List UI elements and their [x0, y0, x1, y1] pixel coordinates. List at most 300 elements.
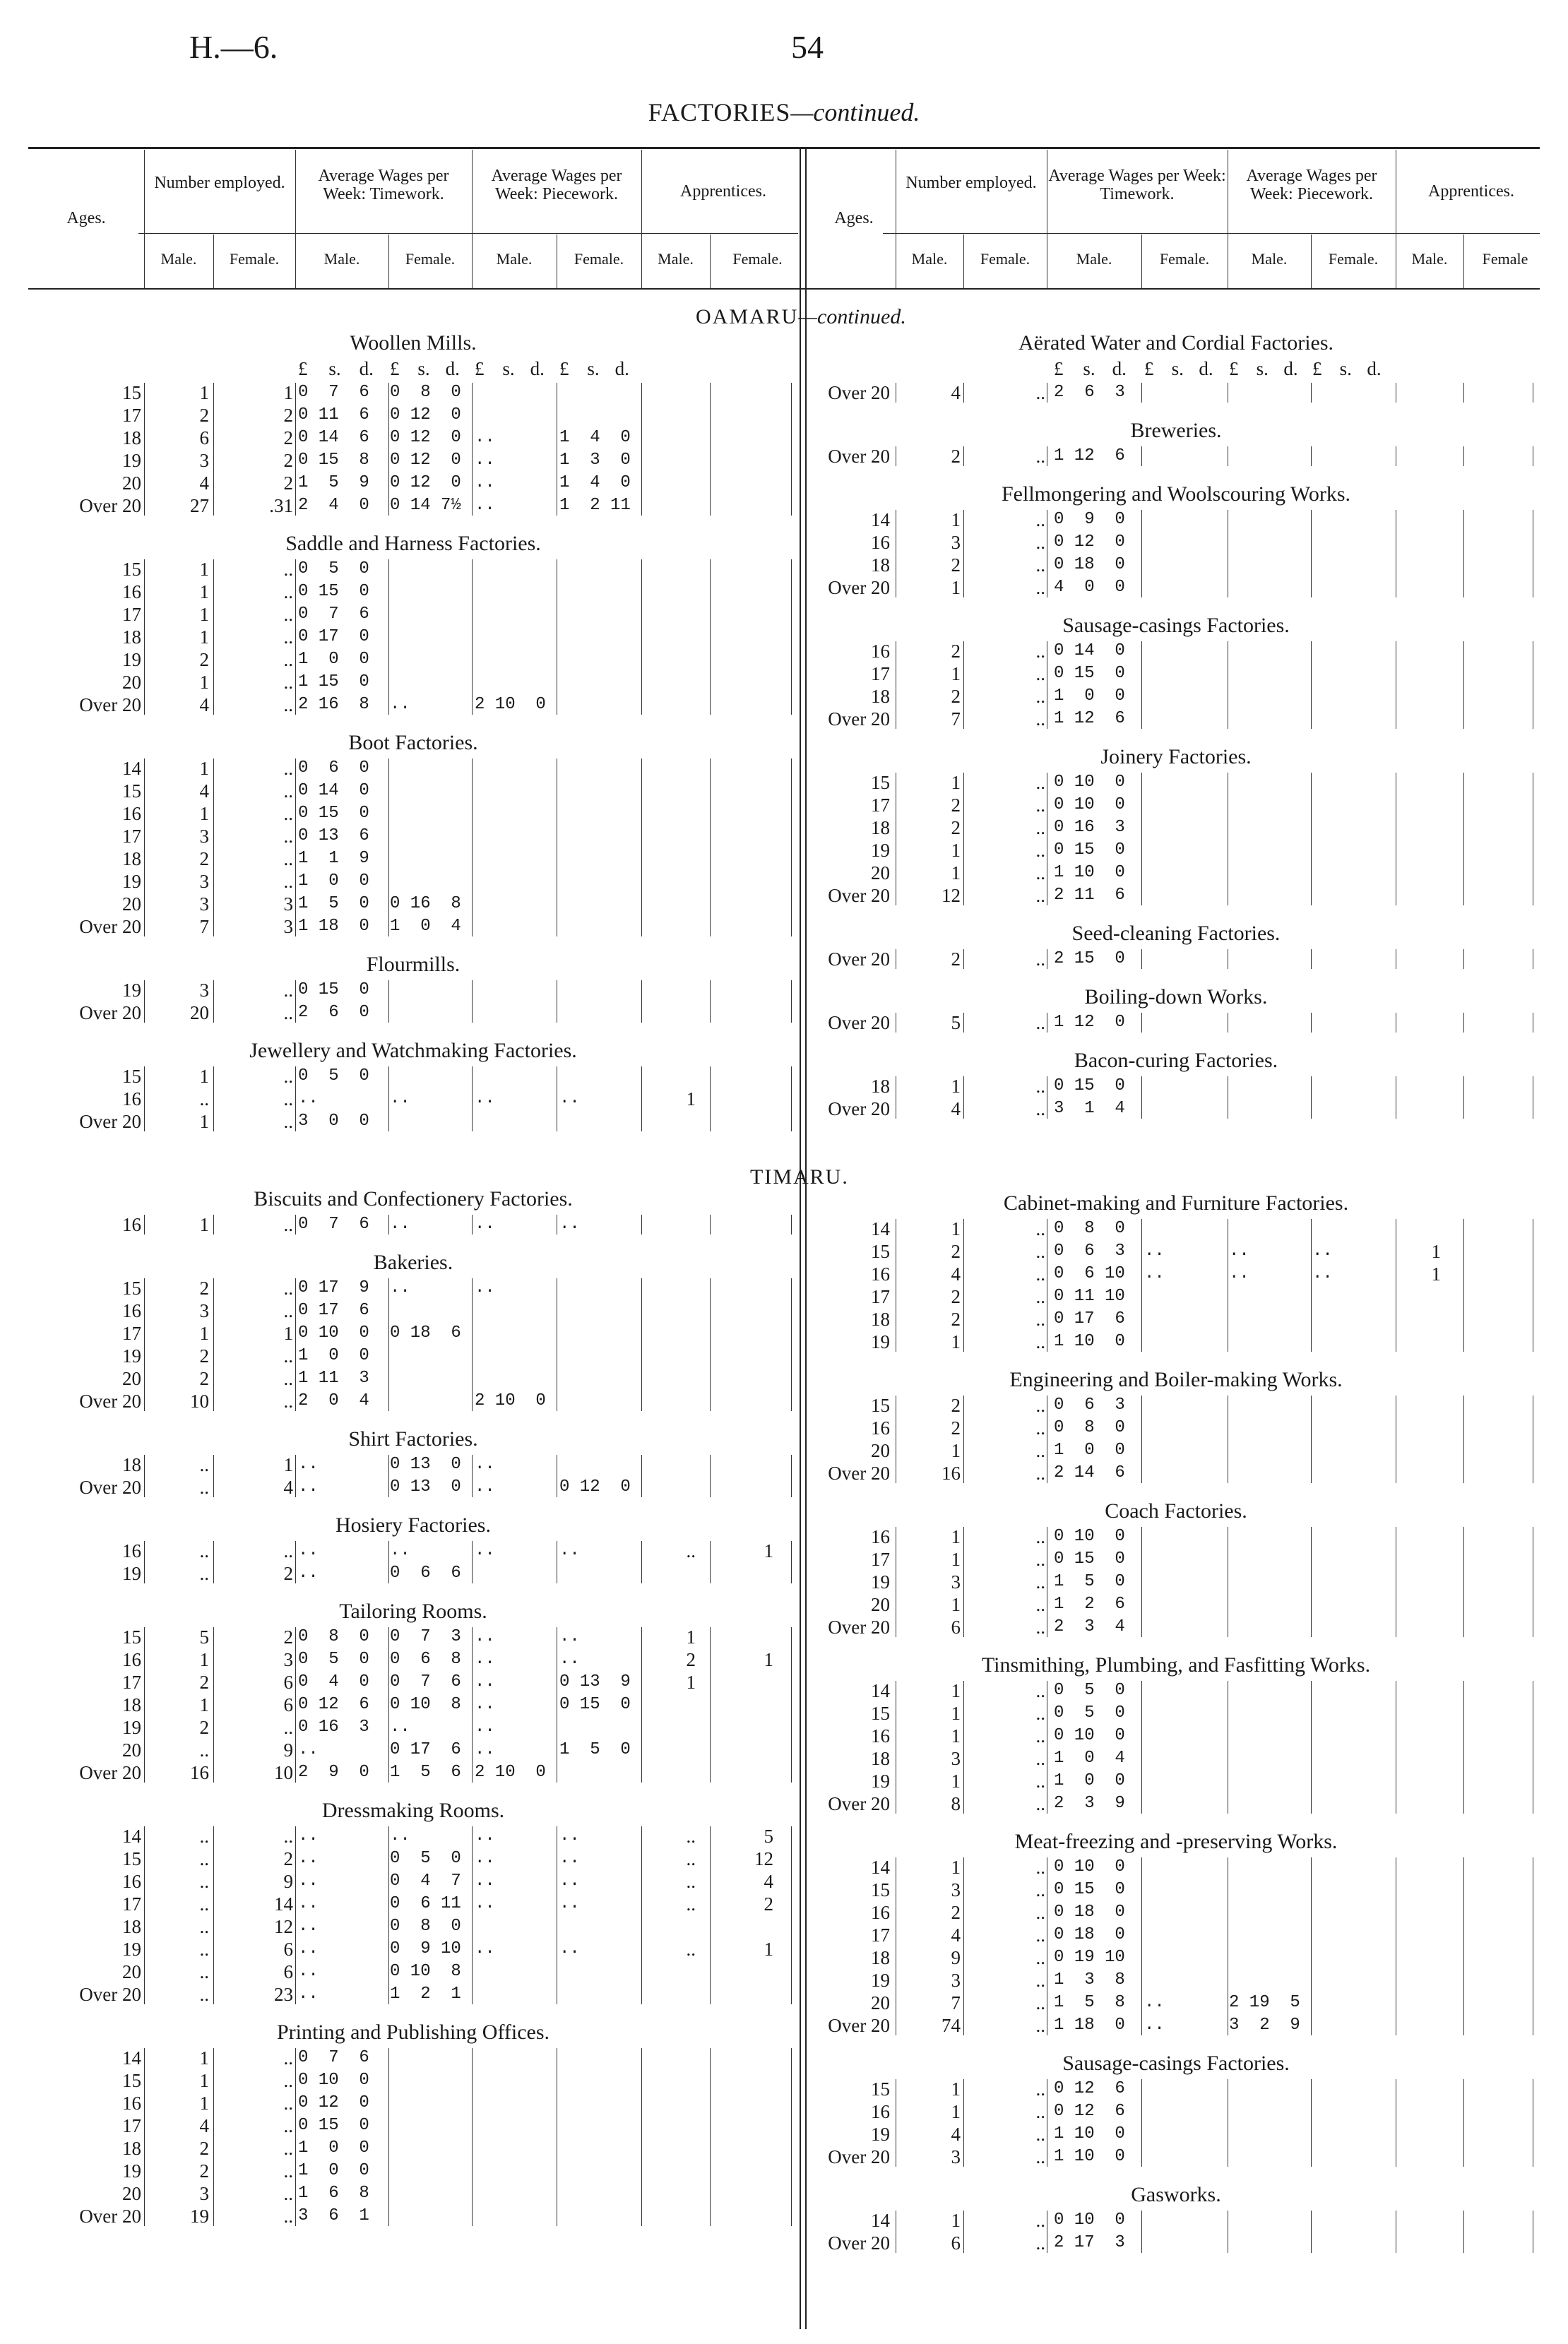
cell-number-female: .. — [1035, 1549, 1045, 1570]
cell-timework-female: .. — [390, 1278, 410, 1297]
cell-piecework-male: .. — [475, 1695, 495, 1714]
cell-age: 18 — [871, 817, 890, 838]
column-rule — [1311, 773, 1312, 905]
section-gap — [812, 1034, 1540, 1047]
cell-number-female: .. — [1035, 1924, 1045, 1946]
cell-number-male: .. — [199, 1916, 209, 1937]
column-rule — [213, 2048, 214, 2226]
cell-piecework-male: .. — [475, 1718, 495, 1737]
cell-apprentices-male: .. — [686, 1871, 696, 1892]
column-rule — [963, 773, 964, 905]
cell-timework-male: 0 15 8 — [298, 451, 369, 470]
cell-timework-female: 0 8 0 — [390, 383, 461, 402]
cell-number-female: 6 — [283, 1961, 293, 1982]
cell-timework-male: 0 17 6 — [1054, 1309, 1125, 1328]
cell-number-male: 3 — [951, 1748, 961, 1769]
cell-number-male: 12 — [942, 885, 961, 906]
cell-timework-female: .. — [1144, 1264, 1165, 1283]
column-rule — [710, 980, 711, 1023]
column-rule — [213, 383, 214, 516]
table-row — [812, 1548, 1540, 1571]
cell-timework-male: 1 0 0 — [298, 1346, 369, 1365]
table-section — [812, 983, 1540, 1047]
cell-timework-male: .. — [298, 1541, 319, 1560]
cell-number-male: 74 — [942, 2015, 961, 2036]
cell-apprentices-male: 1 — [686, 1088, 696, 1109]
cell-number-female: .. — [1035, 1218, 1045, 1239]
cell-apprentices-male: 1 — [1431, 1241, 1441, 1262]
cell-timework-male: 1 0 0 — [1054, 686, 1125, 706]
cell-number-female: 23 — [274, 1984, 293, 2005]
cell-number-male: 3 — [199, 871, 209, 892]
table-row — [812, 1011, 1540, 1034]
header-sub-female: Female. — [1328, 250, 1379, 268]
section-gap — [812, 1120, 1540, 1133]
header-column-rule — [710, 234, 711, 288]
column-rule — [1141, 446, 1142, 466]
cell-timework-male: 0 7 6 — [298, 1215, 369, 1234]
cell-age: Over 20 — [79, 1477, 141, 1498]
cell-number-male: 2 — [951, 554, 961, 576]
cell-number-female: 3 — [283, 916, 293, 937]
section-gap — [28, 1024, 798, 1037]
column-rule — [388, 383, 389, 516]
header-sub-male: Male. — [496, 250, 533, 268]
column-rule — [472, 1541, 473, 1583]
cell-timework-male: 1 5 0 — [298, 894, 369, 913]
cell-age: 20 — [871, 1440, 890, 1461]
cell-piecework-female: .. — [559, 1939, 580, 1958]
cell-number-female: .. — [283, 1826, 293, 1847]
cell-age: 19 — [122, 1717, 141, 1738]
cell-piecework-female: .. — [559, 1541, 580, 1560]
column-rule — [1311, 2079, 1312, 2167]
cell-piecework-male: 2 10 0 — [475, 1391, 546, 1410]
column-rule — [963, 1857, 964, 2035]
cell-age: 19 — [871, 1970, 890, 1991]
section-title: Meat-freezing and -preserving Works. — [1014, 1830, 1338, 1853]
cell-piecework-female: .. — [559, 1215, 580, 1234]
section-title: Dressmaking Rooms. — [321, 1799, 505, 1822]
cell-timework-female: 0 6 8 — [390, 1650, 461, 1669]
cell-age: Over 20 — [828, 1012, 890, 1033]
table-row — [812, 1218, 1540, 1240]
cell-number-male: 2 — [199, 2138, 209, 2159]
cell-timework-male: 0 8 0 — [1054, 1219, 1125, 1238]
cell-age: 16 — [122, 1649, 141, 1670]
cell-number-male: 5 — [199, 1626, 209, 1648]
cell-number-male: .. — [199, 1088, 209, 1109]
cell-timework-male: 1 15 0 — [298, 672, 369, 691]
cell-number-female: .. — [1035, 1617, 1045, 1638]
cell-number-male: 4 — [199, 694, 209, 715]
cell-age: Over 20 — [79, 694, 141, 715]
section-rows — [28, 1453, 798, 1499]
column-rule — [641, 1278, 642, 1411]
cell-number-male: .. — [199, 1540, 209, 1561]
cell-piecework-female: .. — [559, 1872, 580, 1891]
cell-age: 15 — [871, 1395, 890, 1416]
header-column-rule — [213, 234, 214, 288]
table-row — [812, 1285, 1540, 1308]
cell-number-male: 3 — [951, 1571, 961, 1593]
table-section — [812, 920, 1540, 983]
table-row — [812, 1593, 1540, 1616]
cell-number-male: 2 — [951, 1417, 961, 1439]
page-reference: H.—6. — [189, 29, 278, 65]
cell-age: Over 20 — [79, 1111, 141, 1132]
cell-number-female: .. — [1035, 663, 1045, 684]
cell-number-female: .. — [283, 1111, 293, 1132]
cell-piecework-female: 0 12 0 — [559, 1477, 631, 1497]
cell-piecework-female: 0 15 0 — [559, 1695, 631, 1714]
cell-number-female: .. — [283, 803, 293, 824]
table-section — [28, 729, 798, 951]
cell-age: 17 — [871, 1924, 890, 1946]
column-rule — [295, 1627, 296, 1783]
column-rule — [963, 1527, 964, 1637]
section-rows — [812, 1679, 1540, 1815]
cell-number-male: 3 — [951, 1970, 961, 1991]
cell-timework-male: 0 15 0 — [298, 980, 369, 999]
cell-apprentices-male: .. — [686, 1893, 696, 1915]
column-rule — [1463, 773, 1464, 905]
cell-number-male: 1 — [951, 1218, 961, 1239]
cell-number-female: .. — [1035, 1526, 1045, 1547]
cell-timework-male: 0 12 6 — [1054, 2079, 1125, 2098]
cell-number-female: .. — [283, 581, 293, 602]
column-rule — [1463, 1076, 1464, 1119]
column-rule — [641, 1541, 642, 1583]
cell-timework-male: 1 0 0 — [1054, 1771, 1125, 1790]
cell-number-female: .. — [283, 980, 293, 1001]
currency-units-row — [812, 357, 1540, 381]
header-column-rule — [1141, 234, 1142, 288]
column-rule — [388, 1826, 389, 2004]
table-row — [812, 1747, 1540, 1770]
cell-timework-male: 0 15 0 — [1054, 664, 1125, 683]
header-sub-male: Male. — [1076, 250, 1112, 268]
cell-timework-male: 1 5 9 — [298, 473, 369, 492]
column-rule — [641, 980, 642, 1023]
table-section — [812, 1828, 1540, 2049]
section-title: Jewellery and Watchmaking Factories. — [249, 1039, 577, 1062]
cell-timework-male: 0 13 6 — [298, 826, 369, 845]
cell-timework-male: 3 1 4 — [1054, 1099, 1125, 1118]
cell-number-male: 4 — [199, 2115, 209, 2136]
column-rule — [144, 1826, 145, 2004]
cell-timework-female: 0 6 11 — [390, 1894, 461, 1913]
cell-number-male: 7 — [199, 916, 209, 937]
cell-number-female: .. — [1035, 1793, 1045, 1814]
cell-timework-female: .. — [1144, 2016, 1165, 2035]
column-rule — [641, 559, 642, 715]
column-rule — [1141, 1219, 1142, 1352]
cell-timework-male: 0 15 0 — [1054, 840, 1125, 859]
header-column-rule — [641, 150, 642, 288]
table-row — [812, 1856, 1540, 1879]
column-rule — [388, 1455, 389, 1497]
cell-number-male: 2 — [199, 848, 209, 869]
column-rule — [710, 758, 711, 936]
section-title: Boot Factories. — [348, 731, 478, 754]
cell-number-male: 2 — [951, 1395, 961, 1416]
cell-number-female: .. — [283, 649, 293, 670]
table-row — [812, 1946, 1540, 1969]
table-section — [28, 1249, 798, 1425]
cell-age: 20 — [122, 893, 141, 915]
cell-number-male: .. — [199, 1984, 209, 2005]
cell-number-male: 2 — [199, 649, 209, 670]
cell-number-female: .. — [1035, 708, 1045, 730]
cell-number-female: .. — [283, 2138, 293, 2159]
table-section — [28, 951, 798, 1037]
column-rule — [472, 758, 473, 936]
cell-timework-female: 0 10 8 — [390, 1695, 461, 1714]
cell-age: 14 — [871, 1857, 890, 1878]
column-rule — [388, 980, 389, 1023]
table-section — [812, 1189, 1540, 1366]
cell-timework-male: 2 9 0 — [298, 1763, 369, 1782]
cell-timework-male: 0 10 0 — [1054, 2211, 1125, 2230]
cell-age: 16 — [871, 1263, 890, 1285]
cell-timework-male: 0 12 6 — [1054, 2102, 1125, 2121]
unit-pound: £ — [1312, 358, 1322, 379]
section-rows — [812, 640, 1540, 730]
column-rule — [1311, 383, 1312, 403]
cell-timework-female: 0 4 7 — [390, 1872, 461, 1891]
cell-number-female: .. — [283, 1345, 293, 1367]
cell-age: Over 20 — [828, 2015, 890, 2036]
cell-number-female: 2 — [283, 1626, 293, 1648]
section-title: Sausage-casings Factories. — [1062, 614, 1290, 637]
cell-timework-female: 0 12 0 — [390, 473, 461, 492]
cell-timework-male: 3 0 0 — [298, 1112, 369, 1131]
cell-piecework-male: .. — [475, 1939, 495, 1958]
section-rows — [812, 1011, 1540, 1034]
cell-number-female: .. — [1035, 2232, 1045, 2254]
section-rows — [812, 445, 1540, 468]
cell-number-male: 1 — [951, 2078, 961, 2100]
cell-piecework-male: .. — [1229, 1242, 1249, 1261]
cell-timework-male: 0 17 6 — [298, 1301, 369, 1320]
section-title: Sausage-casings Factories. — [1062, 2052, 1290, 2075]
section-rows — [812, 2078, 1540, 2168]
cell-apprentices-female: 1 — [764, 1939, 773, 1960]
right-table-panel-oamaru — [812, 329, 1540, 1133]
cell-age: 17 — [871, 663, 890, 684]
cell-age: 18 — [871, 554, 890, 576]
cell-timework-male: 3 6 1 — [298, 2206, 369, 2225]
cell-number-female: .. — [1035, 885, 1045, 906]
column-rule — [963, 1681, 964, 1814]
cell-age: 16 — [122, 2093, 141, 2114]
column-rule — [1463, 2079, 1464, 2167]
cell-timework-male: 2 17 3 — [1054, 2233, 1125, 2252]
section-gap — [812, 907, 1540, 920]
cell-number-female: .. — [1035, 2210, 1045, 2231]
cell-age: 19 — [122, 1563, 141, 1584]
cell-piecework-male: .. — [475, 1849, 495, 1868]
table-row — [812, 1969, 1540, 1992]
cell-number-male: 1 — [951, 2101, 961, 2122]
unit-pound: £ — [298, 358, 308, 379]
cell-number-male: 2 — [199, 1717, 209, 1738]
cell-number-male: 1 — [951, 1549, 961, 1570]
section-gap — [812, 970, 1540, 983]
cell-number-female: .. — [283, 1278, 293, 1299]
cell-age: 18 — [871, 1748, 890, 1769]
section-title: Seed-cleaning Factories. — [1071, 922, 1281, 945]
column-rule — [472, 1627, 473, 1783]
section-gap — [812, 1815, 1540, 1828]
header-column-rule — [388, 234, 389, 288]
cell-number-female: .. — [283, 848, 293, 869]
column-rule — [963, 446, 964, 466]
cell-age: 17 — [871, 1286, 890, 1307]
cell-number-male: 5 — [951, 1012, 961, 1033]
table-row — [812, 1725, 1540, 1747]
table-section — [28, 1037, 798, 1146]
cell-timework-male: 2 4 0 — [298, 496, 369, 515]
column-rule — [1311, 1013, 1312, 1033]
cell-number-female: .. — [283, 1717, 293, 1738]
cell-piecework-male: .. — [475, 1278, 495, 1297]
table-section — [812, 329, 1540, 417]
cell-number-male: 1 — [199, 626, 209, 648]
cell-piecework-male: .. — [475, 1740, 495, 1759]
cell-timework-male: 0 15 0 — [298, 804, 369, 823]
cell-age: 14 — [871, 1680, 890, 1701]
cell-number-female: .. — [1035, 1725, 1045, 1747]
cell-number-male: 1 — [951, 1526, 961, 1547]
cell-age: 16 — [871, 532, 890, 553]
cell-piecework-female: .. — [559, 1849, 580, 1868]
cell-piecework-male: .. — [475, 428, 495, 447]
column-rule — [472, 980, 473, 1023]
table-row — [812, 2123, 1540, 2146]
cell-timework-male: 0 6 10 — [1054, 1264, 1125, 1283]
header-column-rule — [295, 150, 296, 288]
section-rows — [812, 1075, 1540, 1120]
cell-timework-female: 0 12 0 — [390, 428, 461, 447]
cell-age: Over 20 — [828, 382, 890, 403]
column-rule — [472, 1278, 473, 1411]
cell-number-male: 1 — [951, 1331, 961, 1352]
table-row — [812, 531, 1540, 554]
section-gap — [28, 1585, 798, 1598]
cell-timework-female: 0 6 6 — [390, 1564, 461, 1583]
column-rule — [710, 1215, 711, 1235]
cell-piecework-male: .. — [475, 1541, 495, 1560]
cell-timework-male: .. — [298, 1939, 319, 1958]
cell-timework-male: .. — [298, 1455, 319, 1474]
cell-number-male: 1 — [199, 1066, 209, 1087]
column-rule — [1463, 1681, 1464, 1814]
column-rule — [1463, 1013, 1464, 1033]
cell-number-male: 1 — [951, 862, 961, 884]
column-rule — [641, 1455, 642, 1497]
section-rows — [28, 979, 798, 1024]
cell-age: 18 — [122, 1454, 141, 1475]
cell-age: 16 — [122, 1088, 141, 1109]
column-rule — [144, 383, 145, 516]
cell-apprentices-female: 12 — [754, 1848, 773, 1869]
section-gap — [28, 1133, 798, 1146]
cell-number-male: 2 — [951, 817, 961, 838]
cell-number-female: .. — [1035, 862, 1045, 884]
cell-age: 16 — [122, 803, 141, 824]
cell-piecework-female: .. — [1312, 1242, 1333, 1261]
cell-number-male: 3 — [951, 1879, 961, 1900]
table-row — [812, 2209, 1540, 2232]
town-oamaru-label — [696, 305, 906, 329]
section-rows — [28, 1277, 798, 1412]
table-row — [812, 1240, 1540, 1263]
cell-timework-male: .. — [298, 1962, 319, 1981]
cell-piecework-female: 1 4 0 — [559, 473, 631, 492]
cell-timework-male: 1 0 0 — [1054, 1441, 1125, 1460]
cell-age: 19 — [871, 1571, 890, 1593]
section-gap — [28, 1412, 798, 1425]
cell-number-female: .. — [1035, 1571, 1045, 1593]
column-rule — [710, 383, 711, 516]
cell-number-male: 1 — [199, 672, 209, 693]
cell-number-female: .. — [283, 1300, 293, 1321]
cell-number-male: 9 — [951, 1947, 961, 1968]
header-mid-rule-left — [138, 233, 798, 234]
cell-number-male: 2 — [951, 795, 961, 816]
cell-age: Over 20 — [828, 2232, 890, 2254]
column-rule — [1311, 1396, 1312, 1483]
cell-timework-male: 1 10 0 — [1054, 2124, 1125, 2143]
table-section — [812, 1047, 1540, 1133]
unit-shilling: s. — [1171, 358, 1184, 379]
column-rule — [472, 1826, 473, 2004]
cell-timework-male: 1 0 0 — [298, 871, 369, 891]
right-table-panel-timaru — [812, 1189, 1540, 2267]
column-rule — [472, 559, 473, 715]
cell-apprentices-male: 1 — [686, 1626, 696, 1648]
cell-number-female: .. — [1035, 772, 1045, 793]
cell-age: 15 — [871, 1879, 890, 1900]
cell-number-female: .. — [283, 1391, 293, 1412]
cell-age: 17 — [122, 2115, 141, 2136]
cell-number-female: .. — [1035, 1076, 1045, 1097]
column-rule — [144, 1455, 145, 1497]
cell-number-male: 4 — [199, 472, 209, 494]
cell-number-male: 2 — [199, 1368, 209, 1389]
cell-timework-male: 0 15 0 — [1054, 1880, 1125, 1899]
cell-timework-female: 0 17 6 — [390, 1740, 461, 1759]
cell-age: Over 20 — [828, 708, 890, 730]
cell-piecework-female: .. — [559, 1650, 580, 1669]
cell-piecework-male: .. — [475, 1089, 495, 1108]
column-rule — [1463, 1219, 1464, 1352]
cell-piecework-female: 1 3 0 — [559, 451, 631, 470]
cell-timework-male: 0 12 0 — [1054, 533, 1125, 552]
column-rule — [963, 383, 964, 403]
column-rule — [295, 1215, 296, 1235]
column-rule — [1311, 1076, 1312, 1119]
cell-number-female: .. — [1035, 1771, 1045, 1792]
cell-timework-male: 0 14 0 — [1054, 641, 1125, 660]
column-rule — [1463, 641, 1464, 729]
cell-number-female: .. — [1035, 509, 1045, 530]
title-main: FACTORIES — [648, 98, 791, 126]
cell-age: 14 — [871, 1218, 890, 1239]
cell-timework-female: 0 5 0 — [390, 1849, 461, 1868]
